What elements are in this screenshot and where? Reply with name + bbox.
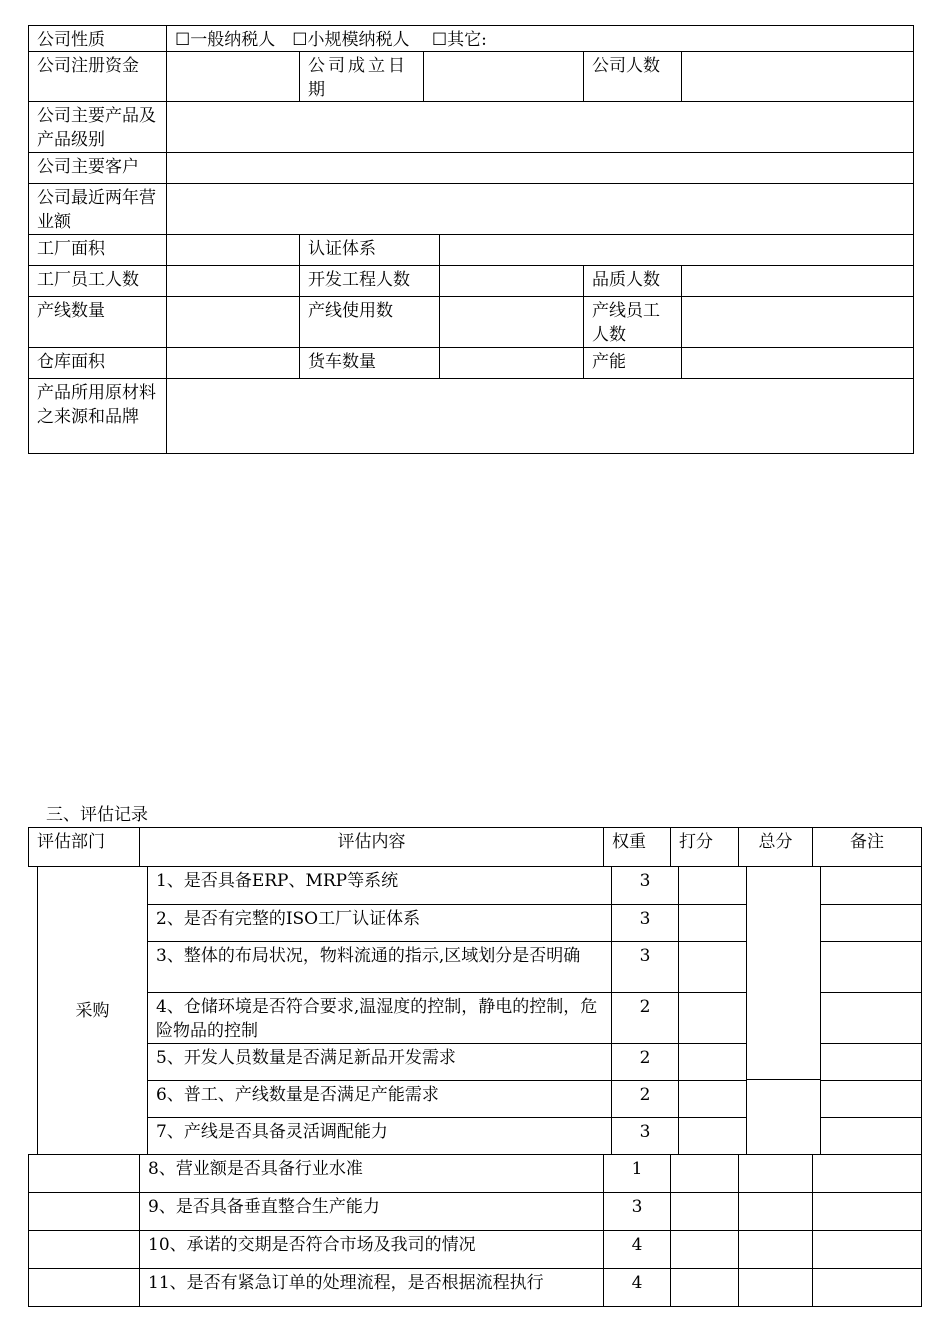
eval-row-weight: 3 xyxy=(611,904,679,942)
eval-row-weight: 4 xyxy=(603,1230,671,1269)
eval-row-content: 6、普工、产线数量是否满足产能需求 xyxy=(147,1080,612,1118)
dev-engineers-value[interactable] xyxy=(439,265,584,297)
eval-row-content: 1、是否具备ERP、MRP等系统 xyxy=(147,866,612,905)
reg-capital-value[interactable] xyxy=(166,51,300,102)
eval-row-weight: 3 xyxy=(611,1117,679,1155)
eval-total-cell[interactable] xyxy=(738,1268,813,1307)
eval-row-content: 7、产线是否具备灵活调配能力 xyxy=(147,1117,612,1155)
eval-total-cell[interactable] xyxy=(746,866,821,1080)
eval-row-content: 11、是否有紧急订单的处理流程，是否根据流程执行 xyxy=(139,1268,604,1307)
eval-row-remark[interactable] xyxy=(820,941,922,993)
eval-row-remark[interactable] xyxy=(820,866,922,905)
eval-row-remark[interactable] xyxy=(812,1268,922,1307)
eval-total-cell[interactable] xyxy=(738,1230,813,1269)
eval-row-weight: 3 xyxy=(611,866,679,905)
eval-row-dept xyxy=(28,1268,140,1307)
line-used-value[interactable] xyxy=(439,296,584,348)
eval-row-content: 10、承诺的交期是否符合市场及我司的情况 xyxy=(139,1230,604,1269)
factory-area-label: 工厂面积 xyxy=(28,234,167,266)
customers-label: 公司主要客户 xyxy=(28,152,167,184)
raw-material-value[interactable] xyxy=(166,378,914,454)
eval-row-score[interactable] xyxy=(678,1080,747,1118)
factory-staff-label: 工厂员工人数 xyxy=(28,265,167,297)
eval-row-score[interactable] xyxy=(670,1230,739,1269)
eval-row-weight: 2 xyxy=(611,1080,679,1118)
eval-row-dept xyxy=(28,1192,140,1231)
eval-row-content: 3、整体的布局状况，物料流通的指示,区域划分是否明确 xyxy=(147,941,612,993)
eval-row-weight: 2 xyxy=(611,992,679,1044)
dev-engineers-label: 开发工程人数 xyxy=(299,265,440,297)
eval-row-score[interactable] xyxy=(670,1268,739,1307)
header-total: 总分 xyxy=(738,827,813,867)
eval-total-cell[interactable] xyxy=(738,1192,813,1231)
products-label: 公司主要产品及产品级别 xyxy=(28,101,167,153)
headcount-value[interactable] xyxy=(681,51,914,102)
header-content: 评估内容 xyxy=(139,827,604,867)
eval-row-content: 8、营业额是否具备行业水准 xyxy=(139,1154,604,1193)
eval-row-content: 4、仓储环境是否符合要求,温湿度的控制，静电的控制，危险物品的控制 xyxy=(147,992,612,1044)
header-weight: 权重 xyxy=(603,827,671,867)
dept-purchase: 采购 xyxy=(37,866,148,1155)
eval-row-remark[interactable] xyxy=(820,1043,922,1081)
line-count-label: 产线数量 xyxy=(28,296,167,348)
truck-count-label: 货车数量 xyxy=(299,347,440,379)
section-title: 三、评估记录 xyxy=(46,805,148,825)
quality-staff-value[interactable] xyxy=(681,265,914,297)
customers-value[interactable] xyxy=(166,152,914,184)
eval-row-remark[interactable] xyxy=(820,904,922,942)
eval-row-weight: 1 xyxy=(603,1154,671,1193)
eval-row-dept xyxy=(28,1154,140,1193)
certification-value[interactable] xyxy=(439,234,914,266)
nature-label: 公司性质 xyxy=(28,25,167,52)
line-staff-label: 产线员工人数 xyxy=(583,296,682,348)
reg-capital-label: 公司注册资金 xyxy=(28,51,167,102)
eval-row-weight: 2 xyxy=(611,1043,679,1081)
eval-row-remark[interactable] xyxy=(820,1080,922,1118)
truck-count-value[interactable] xyxy=(439,347,584,379)
warehouse-area-value[interactable] xyxy=(166,347,300,379)
eval-row-remark[interactable] xyxy=(812,1230,922,1269)
eval-row-remark[interactable] xyxy=(812,1192,922,1231)
revenue-value[interactable] xyxy=(166,183,914,235)
eval-row-score[interactable] xyxy=(678,992,747,1044)
header-score: 打分 xyxy=(670,827,739,867)
eval-row-content: 9、是否具备垂直整合生产能力 xyxy=(139,1192,604,1231)
raw-material-label: 产品所用原材料之来源和品牌 xyxy=(28,378,167,454)
quality-staff-label: 品质人数 xyxy=(583,265,682,297)
eval-row-score[interactable] xyxy=(678,941,747,993)
capacity-label: 产能 xyxy=(583,347,682,379)
eval-row-score[interactable] xyxy=(678,1043,747,1081)
eval-row-weight: 3 xyxy=(611,941,679,993)
eval-row-dept xyxy=(28,1230,140,1269)
eval-row-remark[interactable] xyxy=(820,1117,922,1155)
eval-row-score[interactable] xyxy=(678,904,747,942)
header-dept: 评估部门 xyxy=(28,827,140,867)
capacity-value[interactable] xyxy=(681,347,914,379)
eval-row-score[interactable] xyxy=(670,1192,739,1231)
eval-row-score[interactable] xyxy=(678,866,747,905)
headcount-label: 公司人数 xyxy=(583,51,682,102)
eval-row-weight: 3 xyxy=(603,1192,671,1231)
founded-value[interactable] xyxy=(423,51,584,102)
revenue-label: 公司最近两年营业额 xyxy=(28,183,167,235)
header-remark: 备注 xyxy=(812,827,922,867)
line-staff-value[interactable] xyxy=(681,296,914,348)
founded-label: 公司成立日期 xyxy=(299,51,424,102)
eval-row-content: 2、是否有完整的ISO工厂认证体系 xyxy=(147,904,612,942)
certification-label: 认证体系 xyxy=(299,234,440,266)
eval-row-score[interactable] xyxy=(670,1154,739,1193)
line-used-label: 产线使用数 xyxy=(299,296,440,348)
eval-total-cell[interactable] xyxy=(746,1079,821,1155)
eval-total-cell[interactable] xyxy=(738,1154,813,1193)
eval-row-remark[interactable] xyxy=(820,992,922,1044)
factory-area-value[interactable] xyxy=(166,234,300,266)
eval-row-score[interactable] xyxy=(678,1117,747,1155)
eval-row-content: 5、开发人员数量是否满足新品开发需求 xyxy=(147,1043,612,1081)
line-count-value[interactable] xyxy=(166,296,300,348)
factory-staff-value[interactable] xyxy=(166,265,300,297)
nature-options[interactable]: ☐一般纳税人 ☐小规模纳税人 ☐其它: xyxy=(166,25,914,52)
eval-row-weight: 4 xyxy=(603,1268,671,1307)
warehouse-area-label: 仓库面积 xyxy=(28,347,167,379)
eval-row-remark[interactable] xyxy=(812,1154,922,1193)
products-value[interactable] xyxy=(166,101,914,153)
